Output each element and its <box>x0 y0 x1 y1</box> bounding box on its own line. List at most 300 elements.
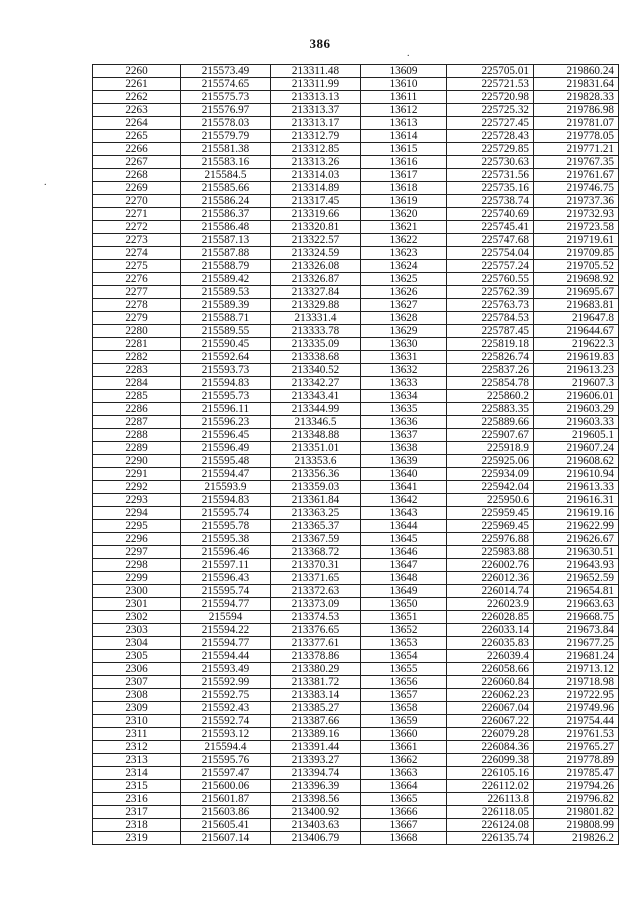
table-cell: 225763.73 <box>447 299 534 312</box>
table-cell: 219630.51 <box>534 546 619 559</box>
table-row <box>93 598 619 611</box>
table-cell: 2316 <box>93 793 181 806</box>
table-cell: 213313.37 <box>271 104 361 117</box>
table-cell: 225721.53 <box>447 78 534 91</box>
table-cell: 215588.71 <box>181 312 271 325</box>
table-cell: 219677.25 <box>534 637 619 650</box>
table-cell: 225969.45 <box>447 520 534 533</box>
table-cell: 215586.48 <box>181 221 271 234</box>
table-cell: 219626.67 <box>534 533 619 546</box>
table-cell: 13644 <box>361 520 447 533</box>
table-row <box>93 806 619 819</box>
table-cell: 2276 <box>93 273 181 286</box>
table-cell: 13632 <box>361 364 447 377</box>
table-cell: 215585.66 <box>181 182 271 195</box>
table-cell: 215596.11 <box>181 403 271 416</box>
table-row <box>93 403 619 416</box>
table-cell: 2277 <box>93 286 181 299</box>
table-cell: 13645 <box>361 533 447 546</box>
table-row <box>93 650 619 663</box>
table-cell: 225883.35 <box>447 403 534 416</box>
table-cell: 215595.74 <box>181 507 271 520</box>
table-cell: 13626 <box>361 286 447 299</box>
table-cell: 213311.48 <box>271 65 361 78</box>
table-cell: 13651 <box>361 611 447 624</box>
table-cell: 219749.96 <box>534 702 619 715</box>
table-cell: 13629 <box>361 325 447 338</box>
table-cell: 215592.64 <box>181 351 271 364</box>
table-cell: 225925.06 <box>447 455 534 468</box>
table-cell: 213317.45 <box>271 195 361 208</box>
table-cell: 13640 <box>361 468 447 481</box>
table-cell: 219786.98 <box>534 104 619 117</box>
table-cell: 13637 <box>361 429 447 442</box>
table-cell: 225727.45 <box>447 117 534 130</box>
table-cell: 213403.63 <box>271 819 361 832</box>
table-row <box>93 312 619 325</box>
table-row <box>93 676 619 689</box>
table-cell: 219603.29 <box>534 403 619 416</box>
table-row <box>93 663 619 676</box>
table-cell: 2287 <box>93 416 181 429</box>
table-cell: 2294 <box>93 507 181 520</box>
table-row <box>93 351 619 364</box>
table-cell: 215601.87 <box>181 793 271 806</box>
table-cell: 13616 <box>361 156 447 169</box>
table-cell: 2312 <box>93 741 181 754</box>
table-cell: 215596.49 <box>181 442 271 455</box>
table-cell: 215595.38 <box>181 533 271 546</box>
table-cell: 213326.87 <box>271 273 361 286</box>
table-cell: 213374.53 <box>271 611 361 624</box>
table-cell: 2281 <box>93 338 181 351</box>
table-row <box>93 481 619 494</box>
table-cell: 215595.73 <box>181 390 271 403</box>
table-cell: 215592.99 <box>181 676 271 689</box>
table-cell: 213400.92 <box>271 806 361 819</box>
table-cell: 226113.8 <box>447 793 534 806</box>
table-cell: 213319.66 <box>271 208 361 221</box>
table-cell: 215579.79 <box>181 130 271 143</box>
table-cell: 225907.67 <box>447 429 534 442</box>
table-cell: 2315 <box>93 780 181 793</box>
table-cell: 2260 <box>93 65 181 78</box>
table-cell: 2290 <box>93 455 181 468</box>
table-row <box>93 715 619 728</box>
table-cell: 13619 <box>361 195 447 208</box>
table-cell: 226105.16 <box>447 767 534 780</box>
table-cell: 219613.23 <box>534 364 619 377</box>
table-cell: 215576.97 <box>181 104 271 117</box>
table-row <box>93 819 619 832</box>
table-cell: 13622 <box>361 234 447 247</box>
table-cell: 13657 <box>361 689 447 702</box>
table-cell: 225757.24 <box>447 260 534 273</box>
table-cell: 2304 <box>93 637 181 650</box>
table-cell: 215575.73 <box>181 91 271 104</box>
table-cell: 226067.04 <box>447 702 534 715</box>
table-cell: 13667 <box>361 819 447 832</box>
table-cell: 2317 <box>93 806 181 819</box>
table-cell: 225720.98 <box>447 91 534 104</box>
table-row <box>93 416 619 429</box>
table-cell: 225728.43 <box>447 130 534 143</box>
table-cell: 213320.81 <box>271 221 361 234</box>
table-cell: 213335.09 <box>271 338 361 351</box>
table-cell: 215573.49 <box>181 65 271 78</box>
table-cell: 215578.03 <box>181 117 271 130</box>
table-row <box>93 559 619 572</box>
table-cell: 215594.83 <box>181 377 271 390</box>
table-cell: 225740.69 <box>447 208 534 221</box>
table-cell: 225934.09 <box>447 468 534 481</box>
table-cell: 219605.1 <box>534 429 619 442</box>
table-cell: 219698.92 <box>534 273 619 286</box>
table-cell: 213314.89 <box>271 182 361 195</box>
table-row <box>93 143 619 156</box>
table-cell: 219622.99 <box>534 520 619 533</box>
table-row <box>93 741 619 754</box>
table-cell: 13654 <box>361 650 447 663</box>
table-cell: 215607.14 <box>181 832 271 845</box>
table-cell: 213322.57 <box>271 234 361 247</box>
table-cell: 213333.78 <box>271 325 361 338</box>
table-cell: 213377.61 <box>271 637 361 650</box>
table-cell: 215596.23 <box>181 416 271 429</box>
table-cell: 13648 <box>361 572 447 585</box>
table-cell: 13656 <box>361 676 447 689</box>
table-cell: 225747.68 <box>447 234 534 247</box>
table-cell: 2308 <box>93 689 181 702</box>
table-cell: 215596.43 <box>181 572 271 585</box>
table-cell: 215581.38 <box>181 143 271 156</box>
table-cell: 13647 <box>361 559 447 572</box>
table-cell: 213351.01 <box>271 442 361 455</box>
table-row <box>93 455 619 468</box>
table-cell: 213389.16 <box>271 728 361 741</box>
table-cell: 13628 <box>361 312 447 325</box>
table-cell: 215593.49 <box>181 663 271 676</box>
table-cell: 215597.47 <box>181 767 271 780</box>
table-cell: 2268 <box>93 169 181 182</box>
table-cell: 13661 <box>361 741 447 754</box>
table-row <box>93 689 619 702</box>
table-row <box>93 442 619 455</box>
table-cell: 13627 <box>361 299 447 312</box>
table-cell: 215596.46 <box>181 546 271 559</box>
table-cell: 219668.75 <box>534 611 619 624</box>
table-cell: 2280 <box>93 325 181 338</box>
table-cell: 13623 <box>361 247 447 260</box>
table-cell: 13611 <box>361 91 447 104</box>
table-cell: 13612 <box>361 104 447 117</box>
table-cell: 213398.56 <box>271 793 361 806</box>
table-cell: 13615 <box>361 143 447 156</box>
table-cell: 213383.14 <box>271 689 361 702</box>
table-cell: 2295 <box>93 520 181 533</box>
table-cell: 215603.86 <box>181 806 271 819</box>
table-cell: 219746.75 <box>534 182 619 195</box>
table-cell: 225819.18 <box>447 338 534 351</box>
table-cell: 2297 <box>93 546 181 559</box>
table-cell: 13638 <box>361 442 447 455</box>
table-cell: 226060.84 <box>447 676 534 689</box>
table-cell: 213376.65 <box>271 624 361 637</box>
table-cell: 226084.36 <box>447 741 534 754</box>
table-cell: 219761.53 <box>534 728 619 741</box>
table-cell: 2272 <box>93 221 181 234</box>
table-cell: 225918.9 <box>447 442 534 455</box>
table-cell: 13655 <box>361 663 447 676</box>
table-cell: 2283 <box>93 364 181 377</box>
table-cell: 215594.22 <box>181 624 271 637</box>
table-cell: 2261 <box>93 78 181 91</box>
table-cell: 215583.16 <box>181 156 271 169</box>
table-cell: 219732.93 <box>534 208 619 221</box>
table-cell: 213367.59 <box>271 533 361 546</box>
table-cell: 226014.74 <box>447 585 534 598</box>
table-cell: 2265 <box>93 130 181 143</box>
table-cell: 215594.77 <box>181 637 271 650</box>
table-cell: 2262 <box>93 91 181 104</box>
table-cell: 213343.41 <box>271 390 361 403</box>
table-row <box>93 754 619 767</box>
table-cell: 13620 <box>361 208 447 221</box>
table-cell: 219781.07 <box>534 117 619 130</box>
table-cell: 13663 <box>361 767 447 780</box>
table-cell: 213373.09 <box>271 598 361 611</box>
table-row <box>93 234 619 247</box>
table-cell: 215584.5 <box>181 169 271 182</box>
table-cell: 2319 <box>93 832 181 845</box>
table-cell: 225826.74 <box>447 351 534 364</box>
table-cell: 213370.31 <box>271 559 361 572</box>
table-cell: 219808.99 <box>534 819 619 832</box>
table-cell: 13624 <box>361 260 447 273</box>
table-cell: 226039.4 <box>447 650 534 663</box>
table-cell: 213313.17 <box>271 117 361 130</box>
table-row <box>93 130 619 143</box>
table-cell: 226112.02 <box>447 780 534 793</box>
table-cell: 2311 <box>93 728 181 741</box>
table-cell: 213313.26 <box>271 156 361 169</box>
table-cell: 13617 <box>361 169 447 182</box>
table-row <box>93 702 619 715</box>
table-cell: 2314 <box>93 767 181 780</box>
table-cell: 219778.05 <box>534 130 619 143</box>
table-row <box>93 273 619 286</box>
table-cell: 219826.2 <box>534 832 619 845</box>
table-cell: 13653 <box>361 637 447 650</box>
table-cell: 13631 <box>361 351 447 364</box>
table-cell: 13665 <box>361 793 447 806</box>
table-cell: 2313 <box>93 754 181 767</box>
table-cell: 2264 <box>93 117 181 130</box>
table-row <box>93 117 619 130</box>
table-cell: 2298 <box>93 559 181 572</box>
table-cell: 219608.62 <box>534 455 619 468</box>
table-cell: 13658 <box>361 702 447 715</box>
table-cell: 219754.44 <box>534 715 619 728</box>
table-cell: 2302 <box>93 611 181 624</box>
table-cell: 213394.74 <box>271 767 361 780</box>
page-number: 386 <box>309 36 331 51</box>
table-cell: 226023.9 <box>447 598 534 611</box>
table-cell: 2275 <box>93 260 181 273</box>
table-cell: 219619.83 <box>534 351 619 364</box>
table-cell: 219796.82 <box>534 793 619 806</box>
table-cell: 219831.64 <box>534 78 619 91</box>
table-cell: 219794.26 <box>534 780 619 793</box>
table-cell: 219761.67 <box>534 169 619 182</box>
table-cell: 2299 <box>93 572 181 585</box>
table-cell: 219765.27 <box>534 741 619 754</box>
table-cell: 2303 <box>93 624 181 637</box>
table-cell: 225784.53 <box>447 312 534 325</box>
table-cell: 13633 <box>361 377 447 390</box>
table-cell: 213342.27 <box>271 377 361 390</box>
table-cell: 13621 <box>361 221 447 234</box>
table-cell: 213327.84 <box>271 286 361 299</box>
table-cell: 219828.33 <box>534 91 619 104</box>
table-cell: 2292 <box>93 481 181 494</box>
table-row <box>93 325 619 338</box>
table-cell: 225942.04 <box>447 481 534 494</box>
table-row <box>93 299 619 312</box>
table-cell: 215595.76 <box>181 754 271 767</box>
table-row <box>93 156 619 169</box>
table-cell: 225854.78 <box>447 377 534 390</box>
table-cell: 219610.94 <box>534 468 619 481</box>
table-row <box>93 286 619 299</box>
table-cell: 226028.85 <box>447 611 534 624</box>
table-row <box>93 767 619 780</box>
table-cell: 2266 <box>93 143 181 156</box>
table-cell: 225950.6 <box>447 494 534 507</box>
table-cell: 13613 <box>361 117 447 130</box>
table-cell: 219647.8 <box>534 312 619 325</box>
table-row <box>93 247 619 260</box>
table-cell: 213312.79 <box>271 130 361 143</box>
table-cell: 213353.6 <box>271 455 361 468</box>
table-row <box>93 507 619 520</box>
table-cell: 2296 <box>93 533 181 546</box>
table-cell: 226002.76 <box>447 559 534 572</box>
table-cell: 219622.3 <box>534 338 619 351</box>
table-row <box>93 195 619 208</box>
table-cell: 225959.45 <box>447 507 534 520</box>
table-cell: 215594.47 <box>181 468 271 481</box>
table-cell: 13664 <box>361 780 447 793</box>
table-cell: 2288 <box>93 429 181 442</box>
table-cell: 13662 <box>361 754 447 767</box>
table-cell: 219681.24 <box>534 650 619 663</box>
table-cell: 226035.83 <box>447 637 534 650</box>
table-cell: 13650 <box>361 598 447 611</box>
table-cell: 213312.85 <box>271 143 361 156</box>
table-cell: 226079.28 <box>447 728 534 741</box>
table-cell: 219695.67 <box>534 286 619 299</box>
table-row <box>93 208 619 221</box>
table-cell: 13609 <box>361 65 447 78</box>
table-cell: 215597.11 <box>181 559 271 572</box>
table-cell: 215586.24 <box>181 195 271 208</box>
table-cell: 225760.55 <box>447 273 534 286</box>
table-row <box>93 533 619 546</box>
table-cell: 213340.52 <box>271 364 361 377</box>
table-row <box>93 728 619 741</box>
table-cell: 2285 <box>93 390 181 403</box>
table-cell: 213331.4 <box>271 312 361 325</box>
table-cell: 226033.14 <box>447 624 534 637</box>
table-row <box>93 221 619 234</box>
table-cell: 213406.79 <box>271 832 361 845</box>
table-row <box>93 611 619 624</box>
table-cell: 215595.48 <box>181 455 271 468</box>
table-row <box>93 104 619 117</box>
table-cell: 226099.38 <box>447 754 534 767</box>
table-row <box>93 520 619 533</box>
table-cell: 219607.24 <box>534 442 619 455</box>
table-cell: 219616.31 <box>534 494 619 507</box>
table-cell: 219713.12 <box>534 663 619 676</box>
table-row <box>93 585 619 598</box>
table-row <box>93 637 619 650</box>
table-row <box>93 624 619 637</box>
table-row <box>93 182 619 195</box>
table-cell: 215592.43 <box>181 702 271 715</box>
table-cell: 225860.2 <box>447 390 534 403</box>
table-cell: 213371.65 <box>271 572 361 585</box>
table-cell: 2282 <box>93 351 181 364</box>
table-cell: 215595.74 <box>181 585 271 598</box>
table-cell: 2305 <box>93 650 181 663</box>
table-row <box>93 494 619 507</box>
table-cell: 215594.77 <box>181 598 271 611</box>
table-cell: 225725.32 <box>447 104 534 117</box>
table-cell: 219860.24 <box>534 65 619 78</box>
table-cell: 226118.05 <box>447 806 534 819</box>
table-cell: 2309 <box>93 702 181 715</box>
table-cell: 215592.75 <box>181 689 271 702</box>
table-cell: 219723.58 <box>534 221 619 234</box>
table-cell: 2269 <box>93 182 181 195</box>
table-cell: 226058.66 <box>447 663 534 676</box>
coordinates-table <box>92 64 619 845</box>
table-cell: 219607.3 <box>534 377 619 390</box>
table-cell: 2301 <box>93 598 181 611</box>
table-cell: 13643 <box>361 507 447 520</box>
table-row <box>93 832 619 845</box>
table-cell: 13642 <box>361 494 447 507</box>
table-cell: 219785.47 <box>534 767 619 780</box>
table-row <box>93 260 619 273</box>
table-cell: 225729.85 <box>447 143 534 156</box>
table-row <box>93 78 619 91</box>
table-cell: 219606.01 <box>534 390 619 403</box>
table-cell: 219652.59 <box>534 572 619 585</box>
table-cell: 213356.36 <box>271 468 361 481</box>
table-cell: 215590.45 <box>181 338 271 351</box>
table-cell: 225730.63 <box>447 156 534 169</box>
table-cell: 215595.78 <box>181 520 271 533</box>
page-mark: . <box>44 177 47 188</box>
table-cell: 226012.36 <box>447 572 534 585</box>
table-cell: 215594 <box>181 611 271 624</box>
table-cell: 2291 <box>93 468 181 481</box>
table-cell: 2286 <box>93 403 181 416</box>
table-cell: 219709.85 <box>534 247 619 260</box>
